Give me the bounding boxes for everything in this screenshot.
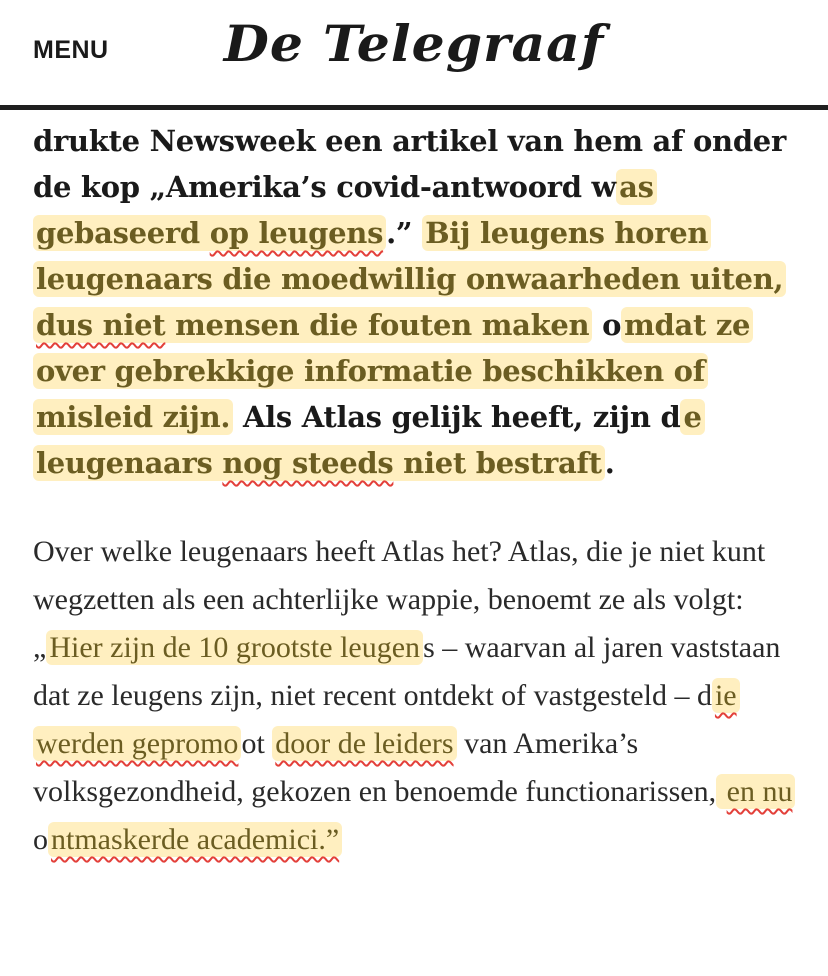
article-body — [33, 118, 803, 864]
lead-text-1: drukte Newsweek een artikel van hem af onder de kop „Amerika’s covid-antwoord w — [33, 124, 786, 204]
highlight-4-underlined: nog steeds — [222, 446, 394, 480]
highlight-1-underlined: op leugens — [209, 216, 384, 250]
lead-text-5: . — [604, 446, 615, 480]
body-highlight-5: ntmaskerde academici.” — [48, 822, 342, 857]
body-highlight-4-underlined: en nu — [726, 775, 793, 808]
body-text-4: van Amerika’s volksgezondheid, gekozen en benoemde functionarissen, — [33, 727, 717, 808]
body-text-5: o — [33, 823, 48, 856]
body-highlight-1: Hier zijn de 10 grootste leugen — [46, 630, 423, 665]
highlight-2-text-b: mensen die fouten maken — [165, 308, 590, 342]
highlight-3: mdat ze over gebrekkige informatie beschikken of misleid zijn. — [33, 307, 753, 435]
body-highlight-3: door de leiders — [272, 726, 456, 761]
lead-text-4: Als Atlas gelijk heeft, zijn d — [233, 400, 681, 434]
lead-text-2: .” — [386, 216, 423, 250]
body-text-3: ot — [241, 727, 273, 760]
highlight-2-underlined: dus niet — [36, 308, 166, 342]
highlight-2-text: Bij leugens horen leugenaars die moedwillig onwaarheden uiten, — [36, 216, 784, 296]
site-header — [0, 0, 828, 110]
highlight-4-text-b: niet bestraft — [393, 446, 602, 480]
body-highlight-4-space — [719, 775, 727, 808]
lead-text-3: o — [592, 308, 622, 342]
highlight-1-text: as gebaseerd — [36, 170, 654, 250]
body-highlight-2: ie werden gepromo — [33, 678, 740, 761]
menu-button[interactable]: MENU — [33, 36, 109, 64]
body-text-1: Over welke leugenaars heeft Atlas het? Atlas, die je niet kunt wegzetten als een achterlijke wappie, benoemt ze als volgt: „ — [33, 535, 766, 664]
lead-paragraph — [33, 118, 803, 486]
body-text-2: s – waarvan al jaren vaststaan dat ze leugens zijn, niet recent ontdekt of vastgesteld – d — [33, 631, 781, 712]
telegraaf-logo[interactable]: De Telegraaf — [223, 15, 605, 74]
body-paragraph — [33, 528, 803, 864]
body-highlight-4 — [716, 774, 795, 809]
highlight-4-text: e leugenaars — [36, 400, 702, 480]
